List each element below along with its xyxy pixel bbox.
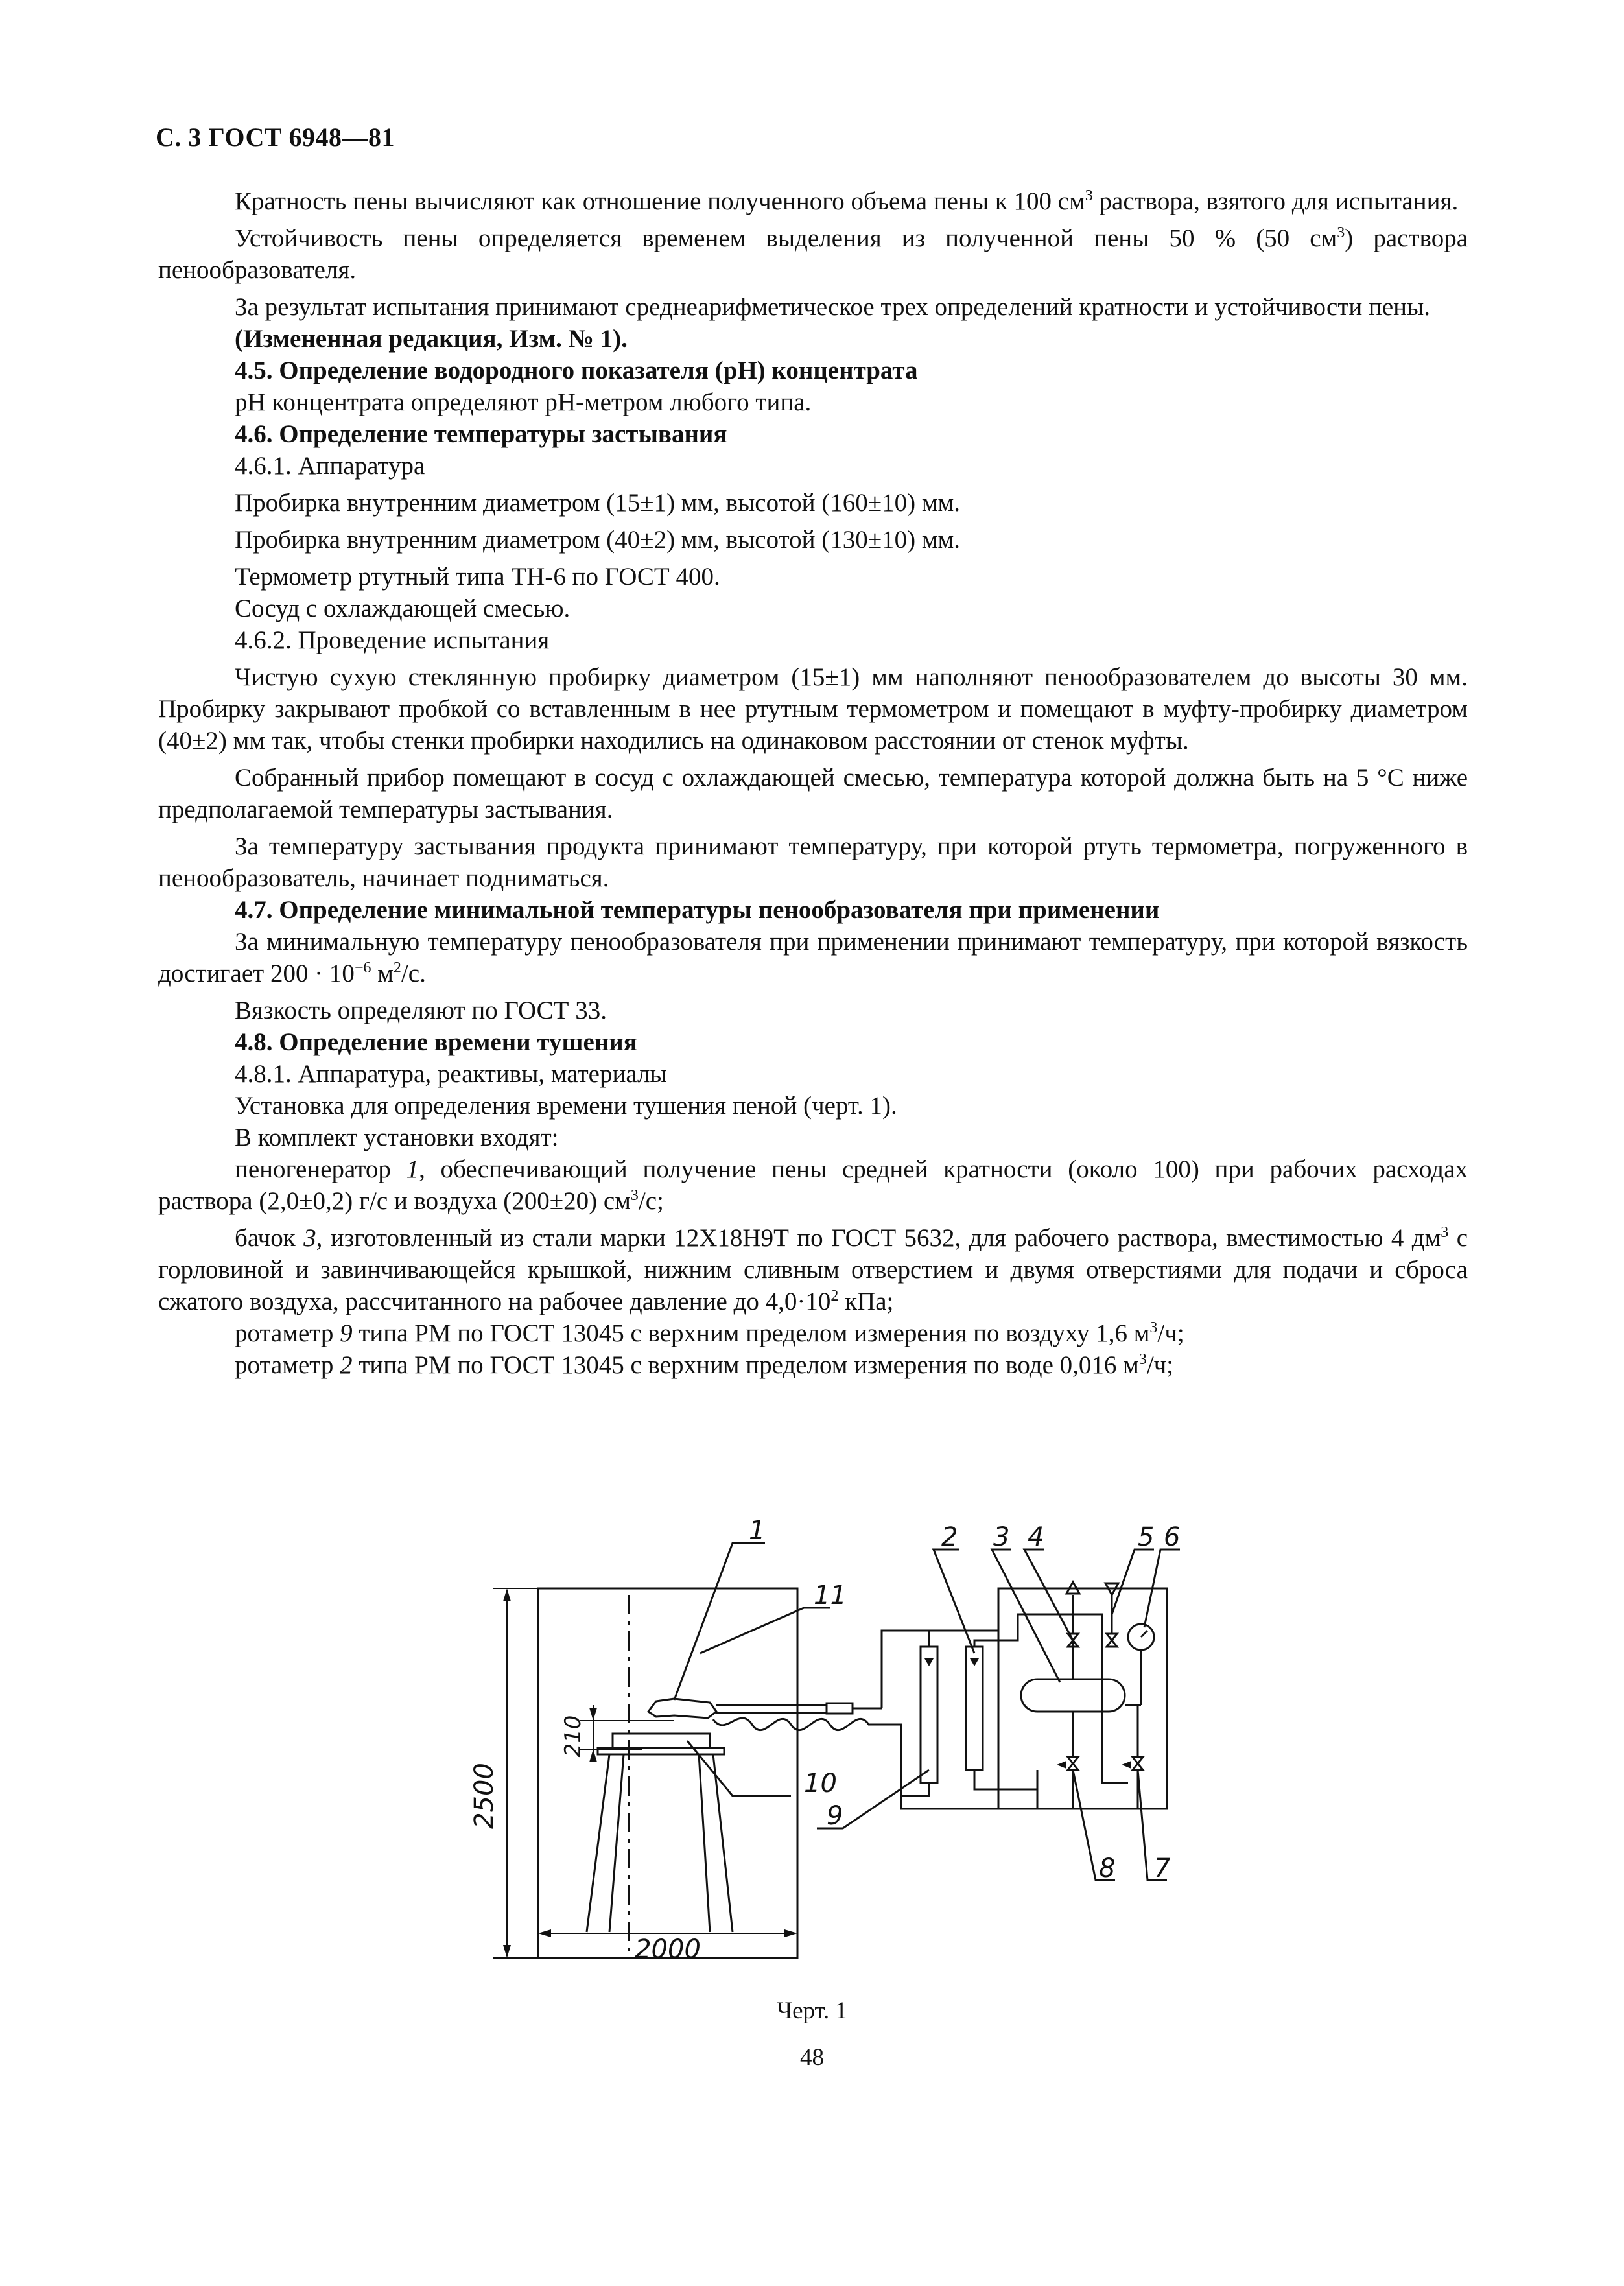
dimension-2000: 2000	[635, 1935, 701, 1964]
generator-nozzle	[827, 1703, 853, 1714]
text-run: /ч;	[1157, 1319, 1184, 1347]
text-run: /ч;	[1146, 1351, 1174, 1379]
superscript: 3	[1149, 1319, 1158, 1336]
paragraph: Пробирка внутренним диаметром (15±1) мм, высотой (160±10) мм.	[235, 489, 960, 517]
text-run: ) раствора пенообразователя.	[158, 224, 1468, 284]
text-run: типа РМ по ГОСТ 13045 с верхним пределом измерения по воде 0,016 м	[352, 1351, 1139, 1379]
paragraph: pH концентрата определяют pH-метром любого типа.	[235, 388, 812, 416]
amendment-note: (Измененная редакция, Изм. № 1).	[235, 325, 628, 353]
valve-5	[1107, 1634, 1117, 1647]
rotameter-9	[921, 1647, 937, 1783]
superscript: 3	[1441, 1224, 1449, 1241]
superscript: 3	[630, 1187, 639, 1204]
label-10: 10	[804, 1769, 837, 1798]
paragraph: Пробирка внутренним диаметром (40±2) мм, высотой (130±10) мм.	[235, 526, 960, 554]
paragraph: Собранный прибор помещают в сосуд с охлаждающей смесью, температура которой должна быть на 5 °С ниже предполагаемой температуры застывания.	[158, 764, 1468, 823]
item-number: 3	[303, 1224, 316, 1252]
label-11: 11	[814, 1581, 847, 1610]
paragraph: За температуру застывания продукта принимают температуру, при которой ртуть термометра, погруженного в пенообразователь, начинает подниматься.	[158, 832, 1468, 892]
valve-8	[1068, 1757, 1078, 1770]
label-4: 4	[1028, 1522, 1044, 1552]
leader-11	[700, 1608, 830, 1653]
label-8: 8	[1099, 1854, 1116, 1883]
text-run: Устойчивость пены определяется временем выделения из полученной пены 50 % (50 см	[235, 224, 1337, 252]
page-number: 48	[800, 2044, 824, 2071]
text-run: пеногенератор	[235, 1155, 406, 1183]
text-run: м	[371, 960, 394, 987]
label-2: 2	[941, 1522, 958, 1552]
superscript: 2	[830, 1288, 839, 1304]
figure-caption: Черт. 1	[777, 1997, 847, 2024]
paragraph: Термометр ртутный типа ТН-6 по ГОСТ 400.	[235, 563, 720, 591]
text-run: , изготовленный из стали марки 12Х18Н9Т по ГОСТ 5632, для рабочего раствора, вместимостью 4 дм	[316, 1224, 1441, 1252]
text-run: типа РМ по ГОСТ 13045 с верхним пределом измерения по воздуху 1,6 м	[352, 1319, 1150, 1347]
subsection-heading: 4.6.2. Проведение испытания	[235, 626, 550, 654]
air-line	[882, 1614, 998, 1708]
text-run: , обеспечивающий получение пены средней кратности (около 100) при рабочих расходах раствора (2,0±0,2) г/с и воздуха (200±20) см	[158, 1155, 1468, 1215]
paragraph: За результат испытания принимают среднеарифметическое трех определений кратности и устойчивости пены.	[235, 293, 1430, 321]
body-text	[158, 185, 1468, 1381]
label-5: 5	[1138, 1522, 1155, 1552]
text-run: кПа;	[838, 1288, 894, 1315]
label-1: 1	[749, 1516, 766, 1546]
section-heading: 4.7. Определение минимальной температуры пенообразователя при применении	[235, 896, 1160, 924]
text-run: Кратность пены вычисляют как отношение полученного объема пены к 100 см	[235, 187, 1085, 215]
superscript: 3	[1138, 1351, 1147, 1368]
paragraph	[158, 1317, 1468, 1349]
leader-5	[1112, 1550, 1154, 1614]
text-run: ротаметр	[235, 1351, 340, 1379]
superscript: −6	[354, 960, 371, 976]
tray-stand-top	[598, 1748, 724, 1754]
text-run: раствора, взятого для испытания.	[1092, 187, 1459, 215]
text-run: бачок	[235, 1224, 304, 1252]
leader-3	[992, 1550, 1060, 1682]
item-number: 1	[406, 1155, 419, 1183]
leader-2	[934, 1550, 974, 1653]
paragraph	[158, 1349, 1468, 1381]
text-run: ротаметр	[235, 1319, 340, 1347]
dimension-2500: 2500	[469, 1763, 499, 1829]
paragraph	[158, 1153, 1468, 1217]
dimension-210: 210	[560, 1715, 586, 1758]
text-run: с горловиной и завинчивающейся крышкой, нижним сливным отверстием и двумя отверстиями для подачи и сброса сжатого воздуха, рассчитанного на рабочее давление до 4,0·10	[158, 1224, 1468, 1315]
text-run: /с.	[401, 960, 426, 987]
fire-tray	[613, 1734, 710, 1748]
paragraph: Установка для определения времени тушения пеной (черт. 1).	[235, 1092, 897, 1120]
label-9: 9	[827, 1801, 843, 1831]
page-header: С. 3 ГОСТ 6948—81	[156, 123, 395, 152]
valve-7	[1133, 1757, 1143, 1770]
test-chamber	[538, 1588, 797, 1958]
superscript: 3	[1337, 224, 1345, 241]
subsection-heading: 4.6.1. Аппаратура	[235, 452, 425, 480]
paragraph: Вязкость определяют по ГОСТ 33.	[235, 996, 607, 1024]
label-6: 6	[1164, 1522, 1181, 1552]
text-run: /с;	[638, 1187, 664, 1215]
superscript: 3	[1085, 187, 1093, 204]
paragraph: В комплект установки входят:	[235, 1124, 559, 1151]
paragraph: Чистую сухую стеклянную пробирку диаметром (15±1) мм наполняют пенообразователем до высоты 30 мм. Пробирку закрывают пробкой со вставленным в нее ртутным термометром и помещают в муфту-пробирку диаметром (40±2) мм так, чтобы стенки пробирки находились на одинаковом расстоянии от стенок муфты.	[158, 663, 1468, 755]
item-number: 2	[340, 1351, 353, 1379]
superscript: 2	[393, 960, 401, 976]
subsection-heading: 4.8.1. Аппаратура, реактивы, материалы	[235, 1060, 667, 1088]
paragraph	[158, 185, 1468, 217]
paragraph	[158, 222, 1468, 286]
paragraph	[158, 1222, 1468, 1317]
apparatus-diagram	[454, 1511, 1193, 1964]
label-3: 3	[993, 1522, 1010, 1552]
foam-generator	[648, 1699, 716, 1718]
paragraph	[158, 926, 1468, 989]
section-heading: 4.5. Определение водородного показателя (pH) концентрата	[235, 357, 918, 384]
leader-10	[687, 1741, 791, 1796]
section-heading: 4.6. Определение температуры застывания	[235, 420, 727, 448]
label-7: 7	[1154, 1854, 1171, 1883]
leader-1	[674, 1543, 765, 1700]
section-heading: 4.8. Определение времени тушения	[235, 1028, 637, 1056]
paragraph: Сосуд с охлаждающей смесью.	[235, 595, 571, 622]
solution-tank	[1021, 1679, 1125, 1712]
text-run: За минимальную температуру пенообразователя при применении принимают температуру, при которой вязкость достигает 200 · 10	[158, 928, 1468, 987]
item-number: 9	[340, 1319, 353, 1347]
